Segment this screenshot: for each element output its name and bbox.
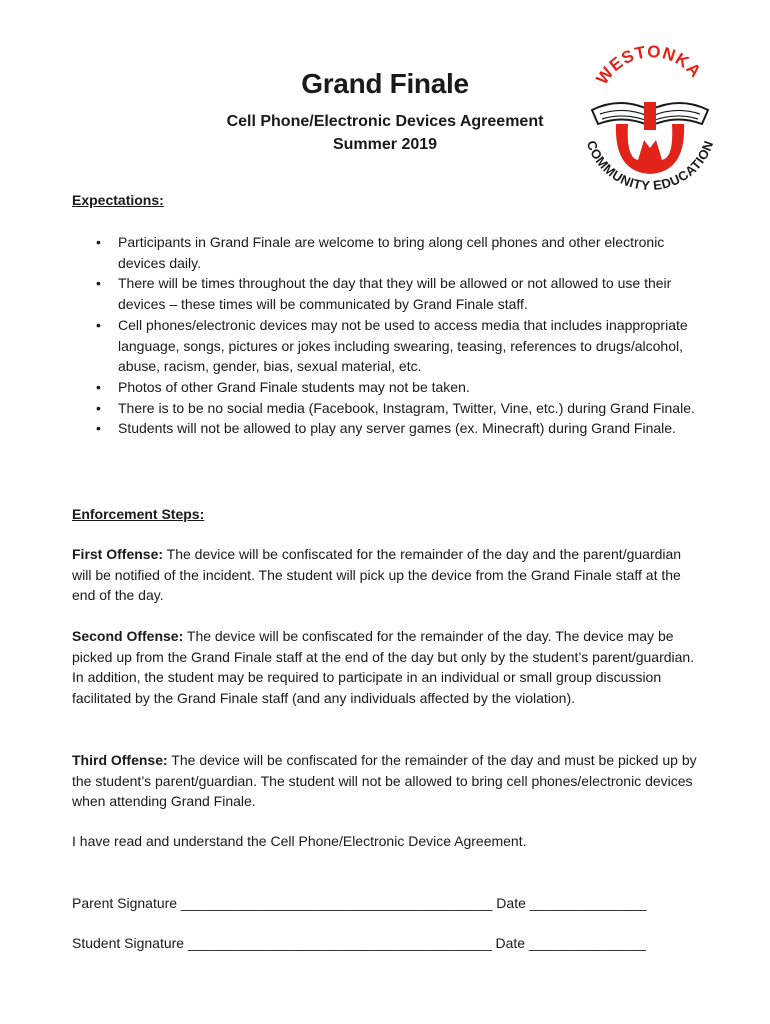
svg-text:WESTONKA: WESTONKA: [592, 44, 706, 89]
first-offense-text: The device will be confiscated for the remainder of the day and the parent/guardian will be notified of the incident. The student will pick up the device from the Grand Finale staff at the end of the day.: [72, 546, 682, 604]
logo-w-icon: [616, 124, 684, 174]
enforcement-heading: Enforcement Steps:: [72, 506, 205, 522]
acknowledgement-statement: I have read and understand the Cell Phone/Electronic Device Agreement.: [72, 833, 527, 849]
third-offense-paragraph: [72, 750, 702, 812]
list-item: • Participants in Grand Finale are welcome to bring along cell phones and other electronic devices daily.: [118, 232, 702, 273]
list-item: • There will be times throughout the day that they will be allowed or not allowed to use their devices – these times will be communicated by Grand Finale staff.: [118, 273, 702, 314]
subtitle-season: Summer 2019: [332, 136, 438, 153]
list-item: • Cell phones/electronic devices may not be used to access media that includes inappropriate language, songs, pictures or jokes including swearing, teasing, references to drugs/alcohol, abuse, racism, gender, bias, sexual material, etc.: [118, 315, 702, 377]
list-item: • Students will not be allowed to play any server games (ex. Minecraft) during Grand Finale.: [118, 418, 702, 439]
third-offense-text: The device will be confiscated for the remainder of the day and must be picked up by the student’s parent/guardian. The student will not be allowed to bring cell phones/electronic devices when attending Grand Finale.: [72, 752, 697, 810]
svg-text:COMMUNITY EDUCATION: COMMUNITY EDUCATION: [583, 138, 717, 194]
third-offense-label: Third Offense:: [72, 752, 168, 768]
parent-signature-line[interactable]: Parent Signature ________________________________________ Date _______________: [72, 895, 647, 911]
document-title: Grand Finale: [301, 68, 469, 99]
subtitle-agreement: Cell Phone/Electronic Devices Agreement: [226, 113, 544, 130]
second-offense-paragraph: [72, 626, 702, 709]
student-signature-line[interactable]: Student Signature _______________________________________ Date _______________: [72, 935, 646, 951]
document-subtitle: [150, 110, 620, 156]
first-offense-label: First Offense:: [72, 546, 164, 562]
first-offense-paragraph: [72, 544, 702, 606]
list-item: • Photos of other Grand Finale students may not be taken.: [118, 377, 702, 398]
second-offense-label: Second Offense:: [72, 628, 184, 644]
expectations-list: [72, 232, 702, 439]
list-item: • There is to be no social media (Facebook, Instagram, Twitter, Vine, etc.) during Grand Finale.: [118, 398, 702, 419]
second-offense-text: The device will be confiscated for the remainder of the day. The device may be picked up from the Grand Finale staff at the end of the day but only by the student’s parent/guardian. In addition, the student may be required to participate in an individual or small group discussion facilitated by the Grand Finale staff (and any individuals affected by the violation).: [72, 628, 695, 707]
expectations-heading: Expectations:: [72, 192, 164, 208]
westonka-community-education-logo: [570, 44, 730, 204]
